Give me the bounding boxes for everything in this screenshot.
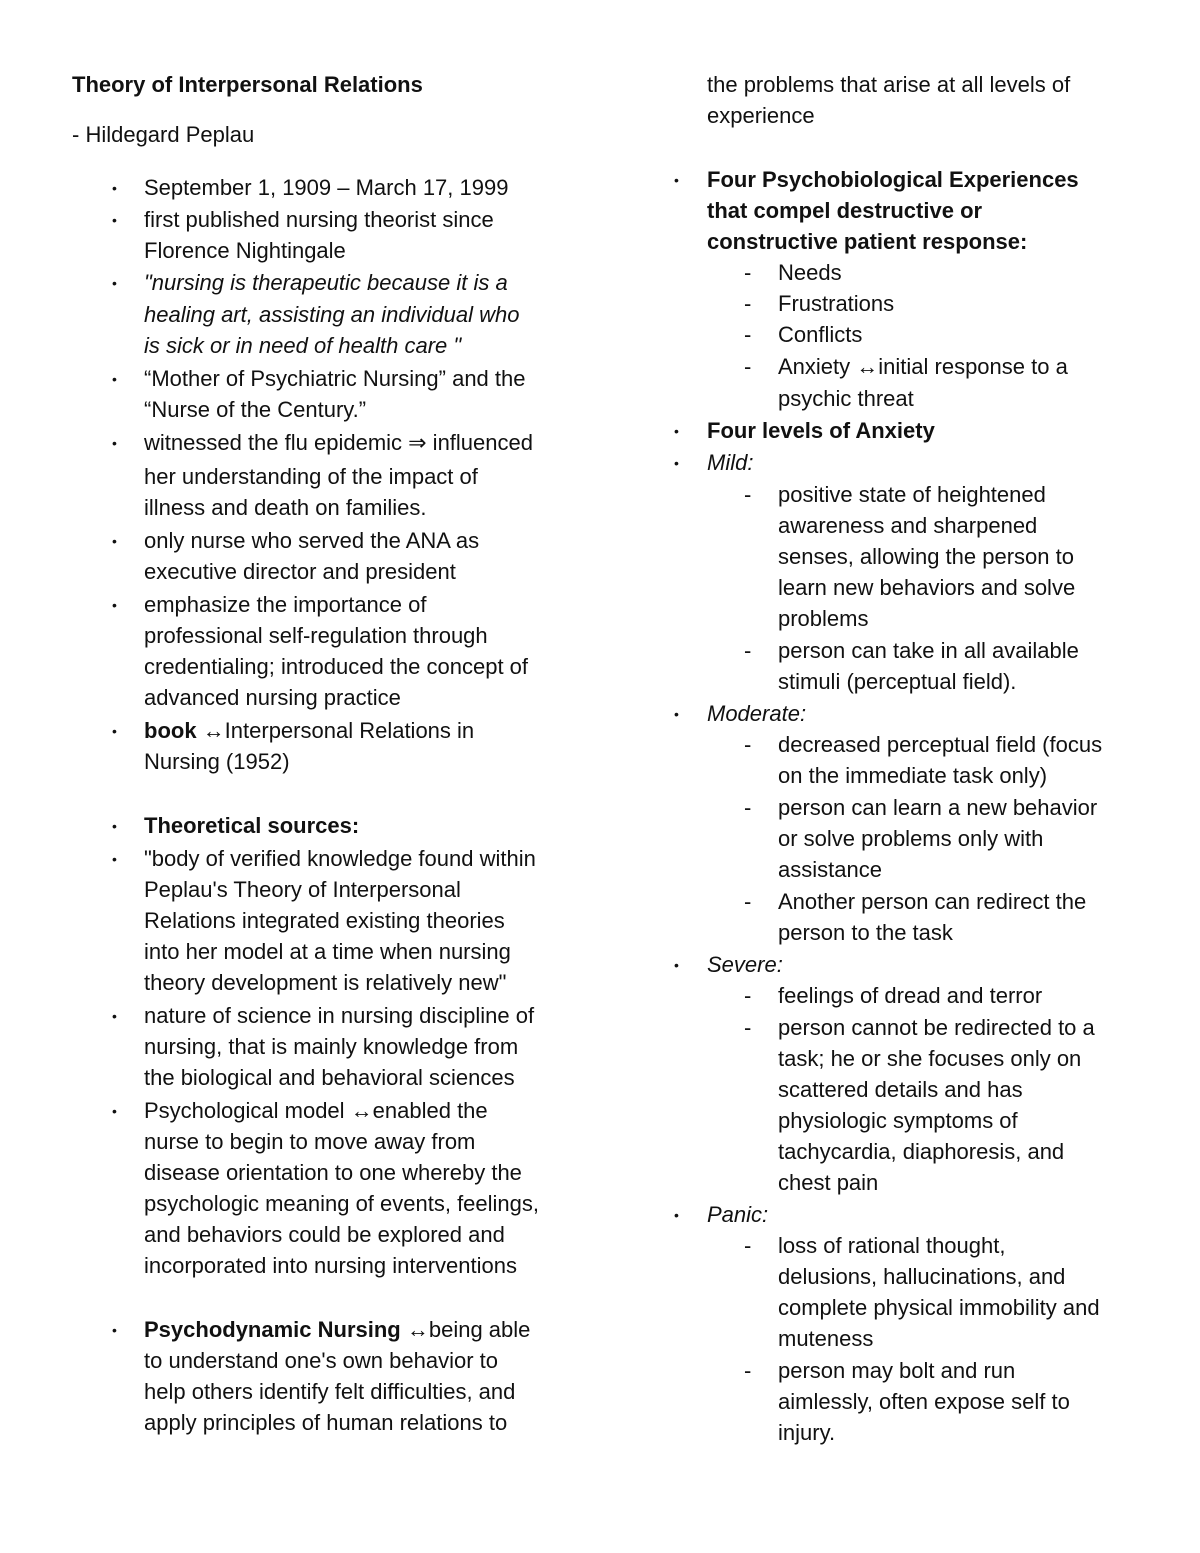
level-point-line: learn new behaviors and solve (778, 575, 1076, 600)
bullet-marker: • (674, 172, 679, 188)
level-point-line: or solve problems only with (778, 826, 1044, 851)
source-item-line: "body of verified knowledge found within (144, 846, 536, 871)
book-title-start: ↔Interpersonal Relations in (196, 718, 475, 743)
level-point-line: task; he or she focuses only on (778, 1046, 1082, 1071)
source-item-line: Psychological model ↔enabled the (144, 1098, 488, 1123)
dash-marker: - (744, 482, 752, 507)
source-item-line: disease orientation to one whereby the (144, 1160, 522, 1185)
source-item-line: nurse to begin to move away from (144, 1129, 476, 1154)
level-point-line: stimuli (perceptual field). (778, 669, 1017, 694)
dash-marker: - (744, 354, 752, 379)
level-point-line: chest pain (778, 1170, 879, 1195)
bullet-marker: • (112, 1322, 117, 1338)
psychodynamic-line: apply principles of human relations to (144, 1410, 508, 1435)
level-point-line: person can learn a new behavior (778, 795, 1098, 820)
level-point-line: scattered details and has (778, 1077, 1023, 1102)
bullet-marker: • (674, 455, 679, 471)
level-point-line: positive state of heightened (778, 482, 1046, 507)
level-point-line: decreased perceptual field (focus (778, 732, 1103, 757)
level-point-line: problems (778, 606, 869, 631)
quote-line: "nursing is therapeutic because it is a (144, 270, 508, 295)
bullet-marker: • (112, 1103, 117, 1119)
bullet-marker: • (674, 423, 679, 439)
dash-marker: - (744, 1358, 752, 1383)
psychodynamic-line (144, 1317, 530, 1343)
bullet-marker: • (112, 597, 117, 613)
level-point-line: feelings of dread and terror (778, 983, 1043, 1008)
source-item-line: theory development is relatively new" (144, 970, 507, 995)
bio-item-line: emphasize the importance of (144, 592, 427, 617)
author-line: - Hildegard Peplau (72, 122, 255, 147)
bio-item-line: professional self-regulation through (144, 623, 488, 648)
bullet-marker: • (112, 180, 117, 196)
source-item-line: incorporated into nursing interventions (144, 1253, 518, 1278)
bullet-marker: • (674, 1207, 679, 1223)
book-line: Nursing (1952) (144, 749, 290, 774)
source-item-line: and behaviors could be explored and (144, 1222, 505, 1247)
source-item-line: nursing, that is mainly knowledge from (144, 1034, 519, 1059)
level-point-line: Another person can redirect the (778, 889, 1087, 914)
psychodynamic-text: ↔being able (400, 1317, 531, 1342)
level-name-severe: Severe: (707, 952, 783, 977)
anxiety-heading: Four levels of Anxiety (707, 418, 935, 443)
bio-item-line: Florence Nightingale (144, 238, 346, 263)
experiences-heading: constructive patient response: (707, 229, 1028, 254)
source-item-line: psychologic meaning of events, feelings, (144, 1191, 540, 1216)
bio-item-line: September 1, 1909 – March 17, 1999 (144, 175, 509, 200)
bio-item-line: credentialing; introduced the concept of (144, 654, 529, 679)
level-point-line: person can take in all available (778, 638, 1079, 663)
dash-marker: - (744, 291, 752, 316)
continuation-line: the problems that arise at all levels of (707, 72, 1071, 97)
bio-item-line: executive director and president (144, 559, 456, 584)
experience-item: Conflicts (778, 322, 863, 347)
level-point-line: assistance (778, 857, 882, 882)
level-name-panic: Panic: (707, 1202, 769, 1227)
level-point-line: delusions, hallucinations, and (778, 1264, 1066, 1289)
quote-line: healing art, assisting an individual who (144, 302, 520, 327)
bullet-marker: • (112, 371, 117, 387)
bio-item-line: only nurse who served the ANA as (144, 528, 480, 553)
psychodynamic-label: Psychodynamic Nursing (144, 1317, 401, 1342)
bio-item-line: first published nursing theorist since (144, 207, 494, 232)
bullet-marker: • (112, 275, 117, 291)
bullet-marker: • (112, 723, 117, 739)
bullet-marker: • (112, 212, 117, 228)
level-point-line: person cannot be redirected to a (778, 1015, 1095, 1040)
source-item-line: the biological and behavioral sciences (144, 1065, 515, 1090)
bullet-marker: • (112, 818, 117, 834)
level-point-line: loss of rational thought, (778, 1233, 1006, 1258)
dash-marker: - (744, 1015, 752, 1040)
quote-line: is sick or in need of health care " (144, 333, 462, 358)
source-item-line: Peplau's Theory of Interpersonal (144, 877, 461, 902)
bio-item-line: her understanding of the impact of (144, 464, 478, 489)
psychodynamic-line: to understand one's own behavior to (144, 1348, 498, 1373)
level-point-line: aimlessly, often expose self to (778, 1389, 1070, 1414)
experiences-heading: Four Psychobiological Experiences (707, 167, 1079, 192)
level-name-mild: Mild: (707, 450, 754, 475)
level-point-line: on the immediate task only) (778, 763, 1048, 788)
level-point-line: physiologic symptoms of (778, 1108, 1018, 1133)
dash-marker: - (744, 1233, 752, 1258)
level-point-line: person may bolt and run (778, 1358, 1016, 1383)
level-point-line: awareness and sharpened (778, 513, 1038, 538)
experience-item: Frustrations (778, 291, 895, 316)
bio-item-line: “Mother of Psychiatric Nursing” and the (144, 366, 526, 391)
bullet-marker: • (674, 706, 679, 722)
bullet-marker: • (112, 1008, 117, 1024)
continuation-line: experience (707, 103, 815, 128)
level-point-line: injury. (778, 1420, 836, 1445)
dash-marker: - (744, 260, 752, 285)
experience-item: Anxiety ↔initial response to a (778, 354, 1068, 379)
dash-marker: - (744, 983, 752, 1008)
source-item-line: into her model at a time when nursing (144, 939, 511, 964)
psychodynamic-line: help others identify felt difficulties, and (144, 1379, 516, 1404)
bio-item-line: illness and death on families. (144, 495, 427, 520)
document-title: Theory of Interpersonal Relations (72, 72, 423, 97)
level-point-line: tachycardia, diaphoresis, and (778, 1139, 1065, 1164)
dash-marker: - (744, 638, 752, 663)
level-point-line: person to the task (778, 920, 953, 945)
experiences-heading: that compel destructive or (707, 198, 983, 223)
level-point-line: complete physical immobility and (778, 1295, 1100, 1320)
bio-item-line: witnessed the flu epidemic ⇒ influenced (144, 430, 533, 455)
level-name-moderate: Moderate: (707, 701, 807, 726)
book-line (144, 718, 474, 744)
dash-marker: - (744, 889, 752, 914)
bullet-marker: • (112, 851, 117, 867)
bullet-marker: • (112, 435, 117, 451)
source-item-line: nature of science in nursing discipline of (144, 1003, 535, 1028)
level-point-line: muteness (778, 1326, 874, 1351)
bullet-marker: • (674, 957, 679, 973)
source-item-line: Relations integrated existing theories (144, 908, 505, 933)
level-point-line: senses, allowing the person to (778, 544, 1074, 569)
experience-item: Needs (778, 260, 842, 285)
dash-marker: - (744, 795, 752, 820)
experience-item: psychic threat (778, 386, 914, 411)
theoretical-sources-heading: Theoretical sources: (144, 813, 360, 838)
bio-item-line: “Nurse of the Century.” (144, 397, 367, 422)
bio-item-line: advanced nursing practice (144, 685, 401, 710)
bullet-marker: • (112, 533, 117, 549)
dash-marker: - (744, 732, 752, 757)
book-label: book (144, 718, 197, 743)
dash-marker: - (744, 322, 752, 347)
